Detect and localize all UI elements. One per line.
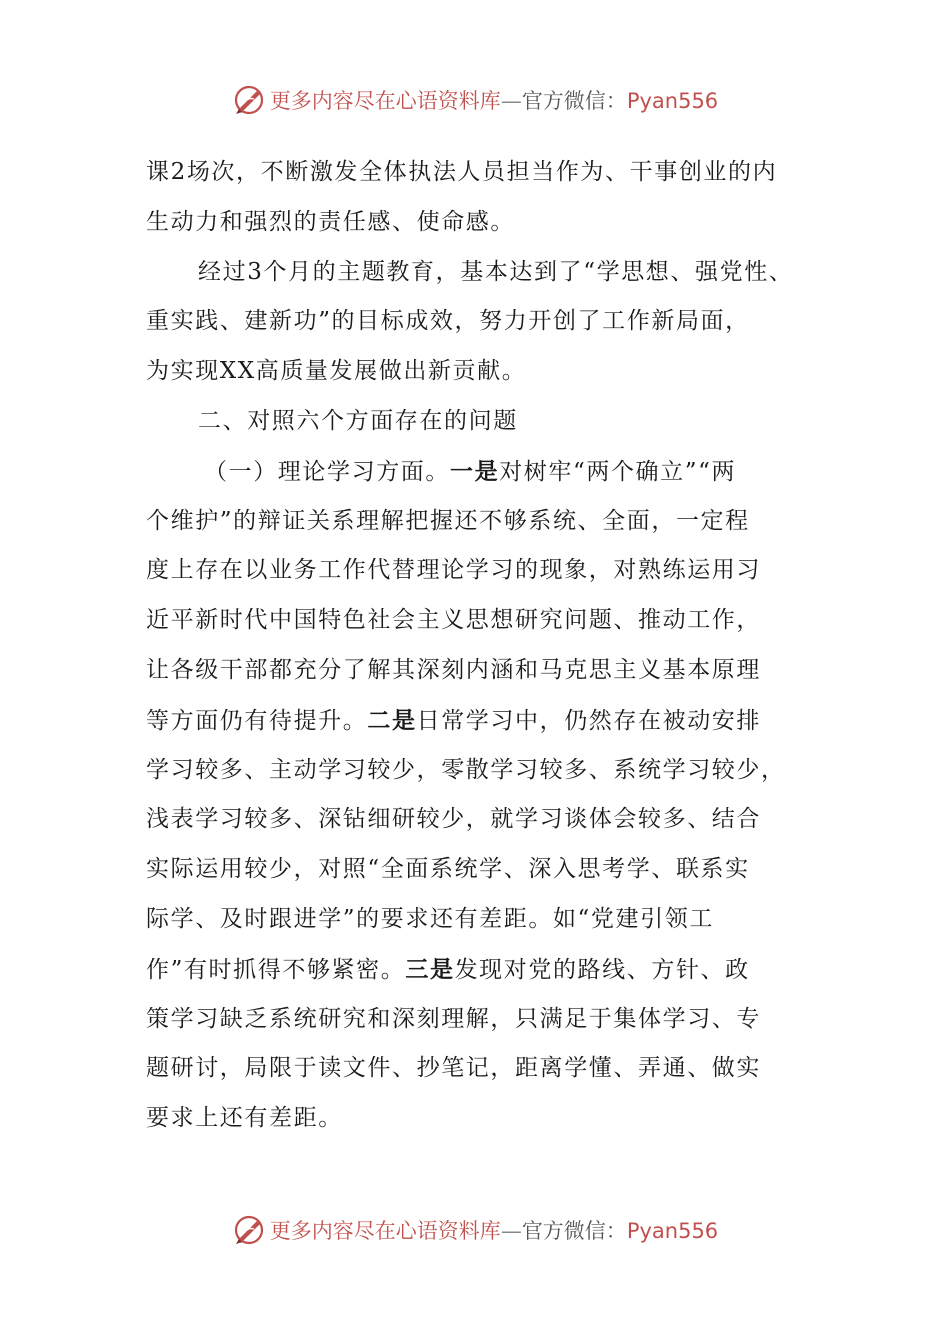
text-line: 际学、及时跟进学”的要求还有差距。如“党建引领工: [146, 905, 714, 932]
text-line: 题研讨，局限于读文件、抄笔记，距离学懂、弄通、做实: [146, 1055, 761, 1082]
bold-marker: 三是: [405, 955, 455, 983]
bold-marker: 一是: [450, 457, 500, 485]
watermark-header: [0, 78, 950, 122]
watermark-footer: [0, 1208, 950, 1252]
text-line: 实际运用较少，对照“全面系统学、深入思考学、联系实: [146, 856, 750, 883]
text-line: 重实践、建新功”的目标成效，努力开创了工作新局面，: [146, 308, 750, 335]
document-body: [146, 148, 836, 1144]
watermark-text: 更多内容尽在心语资料库—官方微信：Pyan556: [269, 1219, 719, 1243]
text-line: 生动力和强烈的责任感、使命感。: [146, 208, 515, 235]
text-line: 近平新时代中国特色社会主义思想研究问题、推动工作，: [146, 607, 761, 634]
text-line: 作”有时抓得不够紧密。三是发现对党的路线、方针、政: [146, 955, 750, 983]
text-line: 为实现XX高质量发展做出新贡献。: [146, 358, 527, 385]
pen-logo-icon: [232, 1213, 266, 1247]
text-line: 课2场次，不断激发全体执法人员担当作为、干事创业的内: [146, 159, 778, 185]
section-heading: 二、对照六个方面存在的问题: [198, 407, 518, 434]
text-line: 个维护”的辩证关系理解把握还不够系统、全面，一定程: [146, 507, 750, 534]
text-line: 度上存在以业务工作代替理论学习的现象，对熟练运用习: [146, 557, 761, 584]
bold-marker: 二是: [367, 706, 417, 734]
text-line: 策学习缺乏系统研究和深刻理解，只满足于集体学习、专: [146, 1005, 761, 1032]
text-line: 学习较多、主动学习较少，零散学习较多、系统学习较少，: [146, 756, 786, 783]
text-line: 要求上还有差距。: [146, 1105, 343, 1132]
text-line: 等方面仍有待提升。二是日常学习中，仍然存在被动安排: [146, 706, 762, 734]
text-line: （一）理论学习方面。一是对树牢“两个确立”“两: [204, 457, 737, 485]
text-line: 经过3个月的主题教育，基本达到了“学思想、强党性、: [198, 258, 794, 285]
text-line: 让各级干部都充分了解其深刻内涵和马克思主义基本原理: [146, 656, 761, 683]
text-line: 浅表学习较多、深钻细研较少，就学习谈体会较多、结合: [146, 806, 761, 833]
pen-logo-icon: [232, 83, 266, 117]
watermark-text: 更多内容尽在心语资料库—官方微信：Pyan556: [269, 89, 719, 113]
